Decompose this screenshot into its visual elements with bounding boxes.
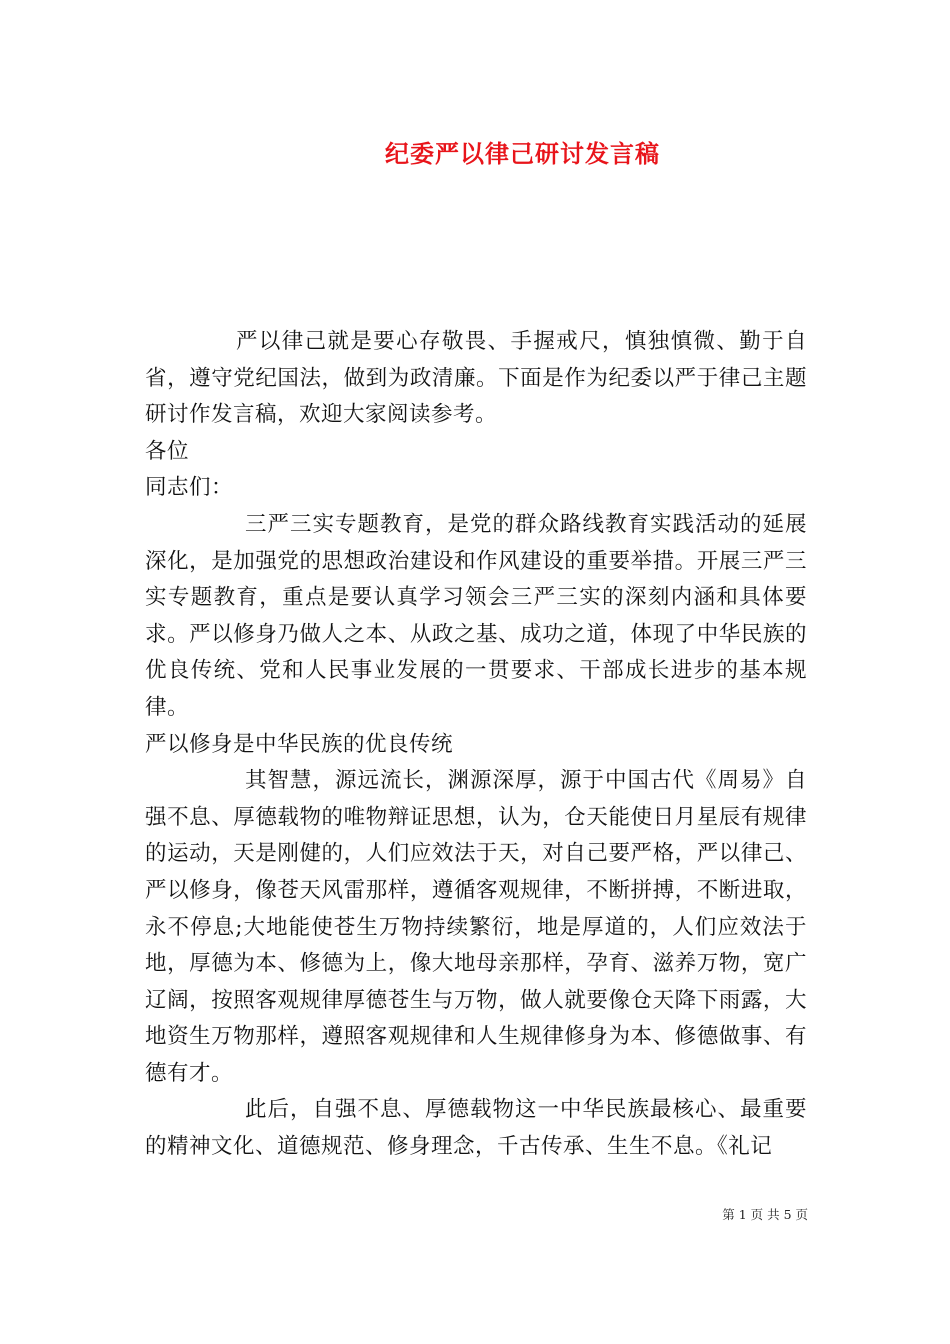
intro-paragraph: 严以律己就是要心存敬畏、手握戒尺，慎独慎微、勤于自省，遵守党纪国法，做到为政清廉。下面是作为纪委以严于律己主题研讨作发言稿，欢迎大家阅读参考。 <box>145 329 807 428</box>
section-heading: 严以修身是中华民族的优良传统 <box>145 731 454 757</box>
document-body <box>145 324 807 1166</box>
body-paragraph: 三严三实专题教育，是党的群众路线教育实践活动的延展深化，是加强党的思想政治建设和作风建设的重要举措。开展三严三实专题教育，重点是要认真学习领会三严三实的深刻内涵和具体要求。严以修身乃做人之本、从政之基、成功之道，体现了中华民族的优良传统、党和人民事业发展的一贯要求、干部成长进步的基本规律。 <box>145 511 807 720</box>
body-paragraph: 此后，自强不息、厚德载物这一中华民族最核心、最重要的精神文化、道德规范、修身理念，千古传承、生生不息。《礼记 <box>145 1097 807 1160</box>
body-paragraph: 其智慧，源远流长，渊源深厚，源于中国古代《周易》自强不息、厚德载物的唯物辩证思想，认为，仓天能使日月星辰有规律的运动，天是刚健的，人们应效法于天，对自己要严格，严以律己、严以修身，像苍天风雷那样，遵循客观规律，不断拼搏，不断进取，永不停息;大地能使苍生万物持续繁衍，地是厚道的，人们应效法于地，厚德为本、修德为上，像大地母亲那样，孕育、滋养万物，宽广辽阔，按照客观规律厚德苍生与万物，做人就要像仓天降下雨露，大地资生万物那样，遵照客观规律和人生规律修身为本、修德做事、有德有才。 <box>145 768 807 1086</box>
page-number: 第 1 页 共 5 页 <box>722 1207 808 1222</box>
salutation-line-1: 各位 <box>145 438 190 464</box>
salutation-line-2: 同志们： <box>145 475 234 501</box>
document-title: 纪委严以律己研讨发言稿 <box>385 139 660 168</box>
